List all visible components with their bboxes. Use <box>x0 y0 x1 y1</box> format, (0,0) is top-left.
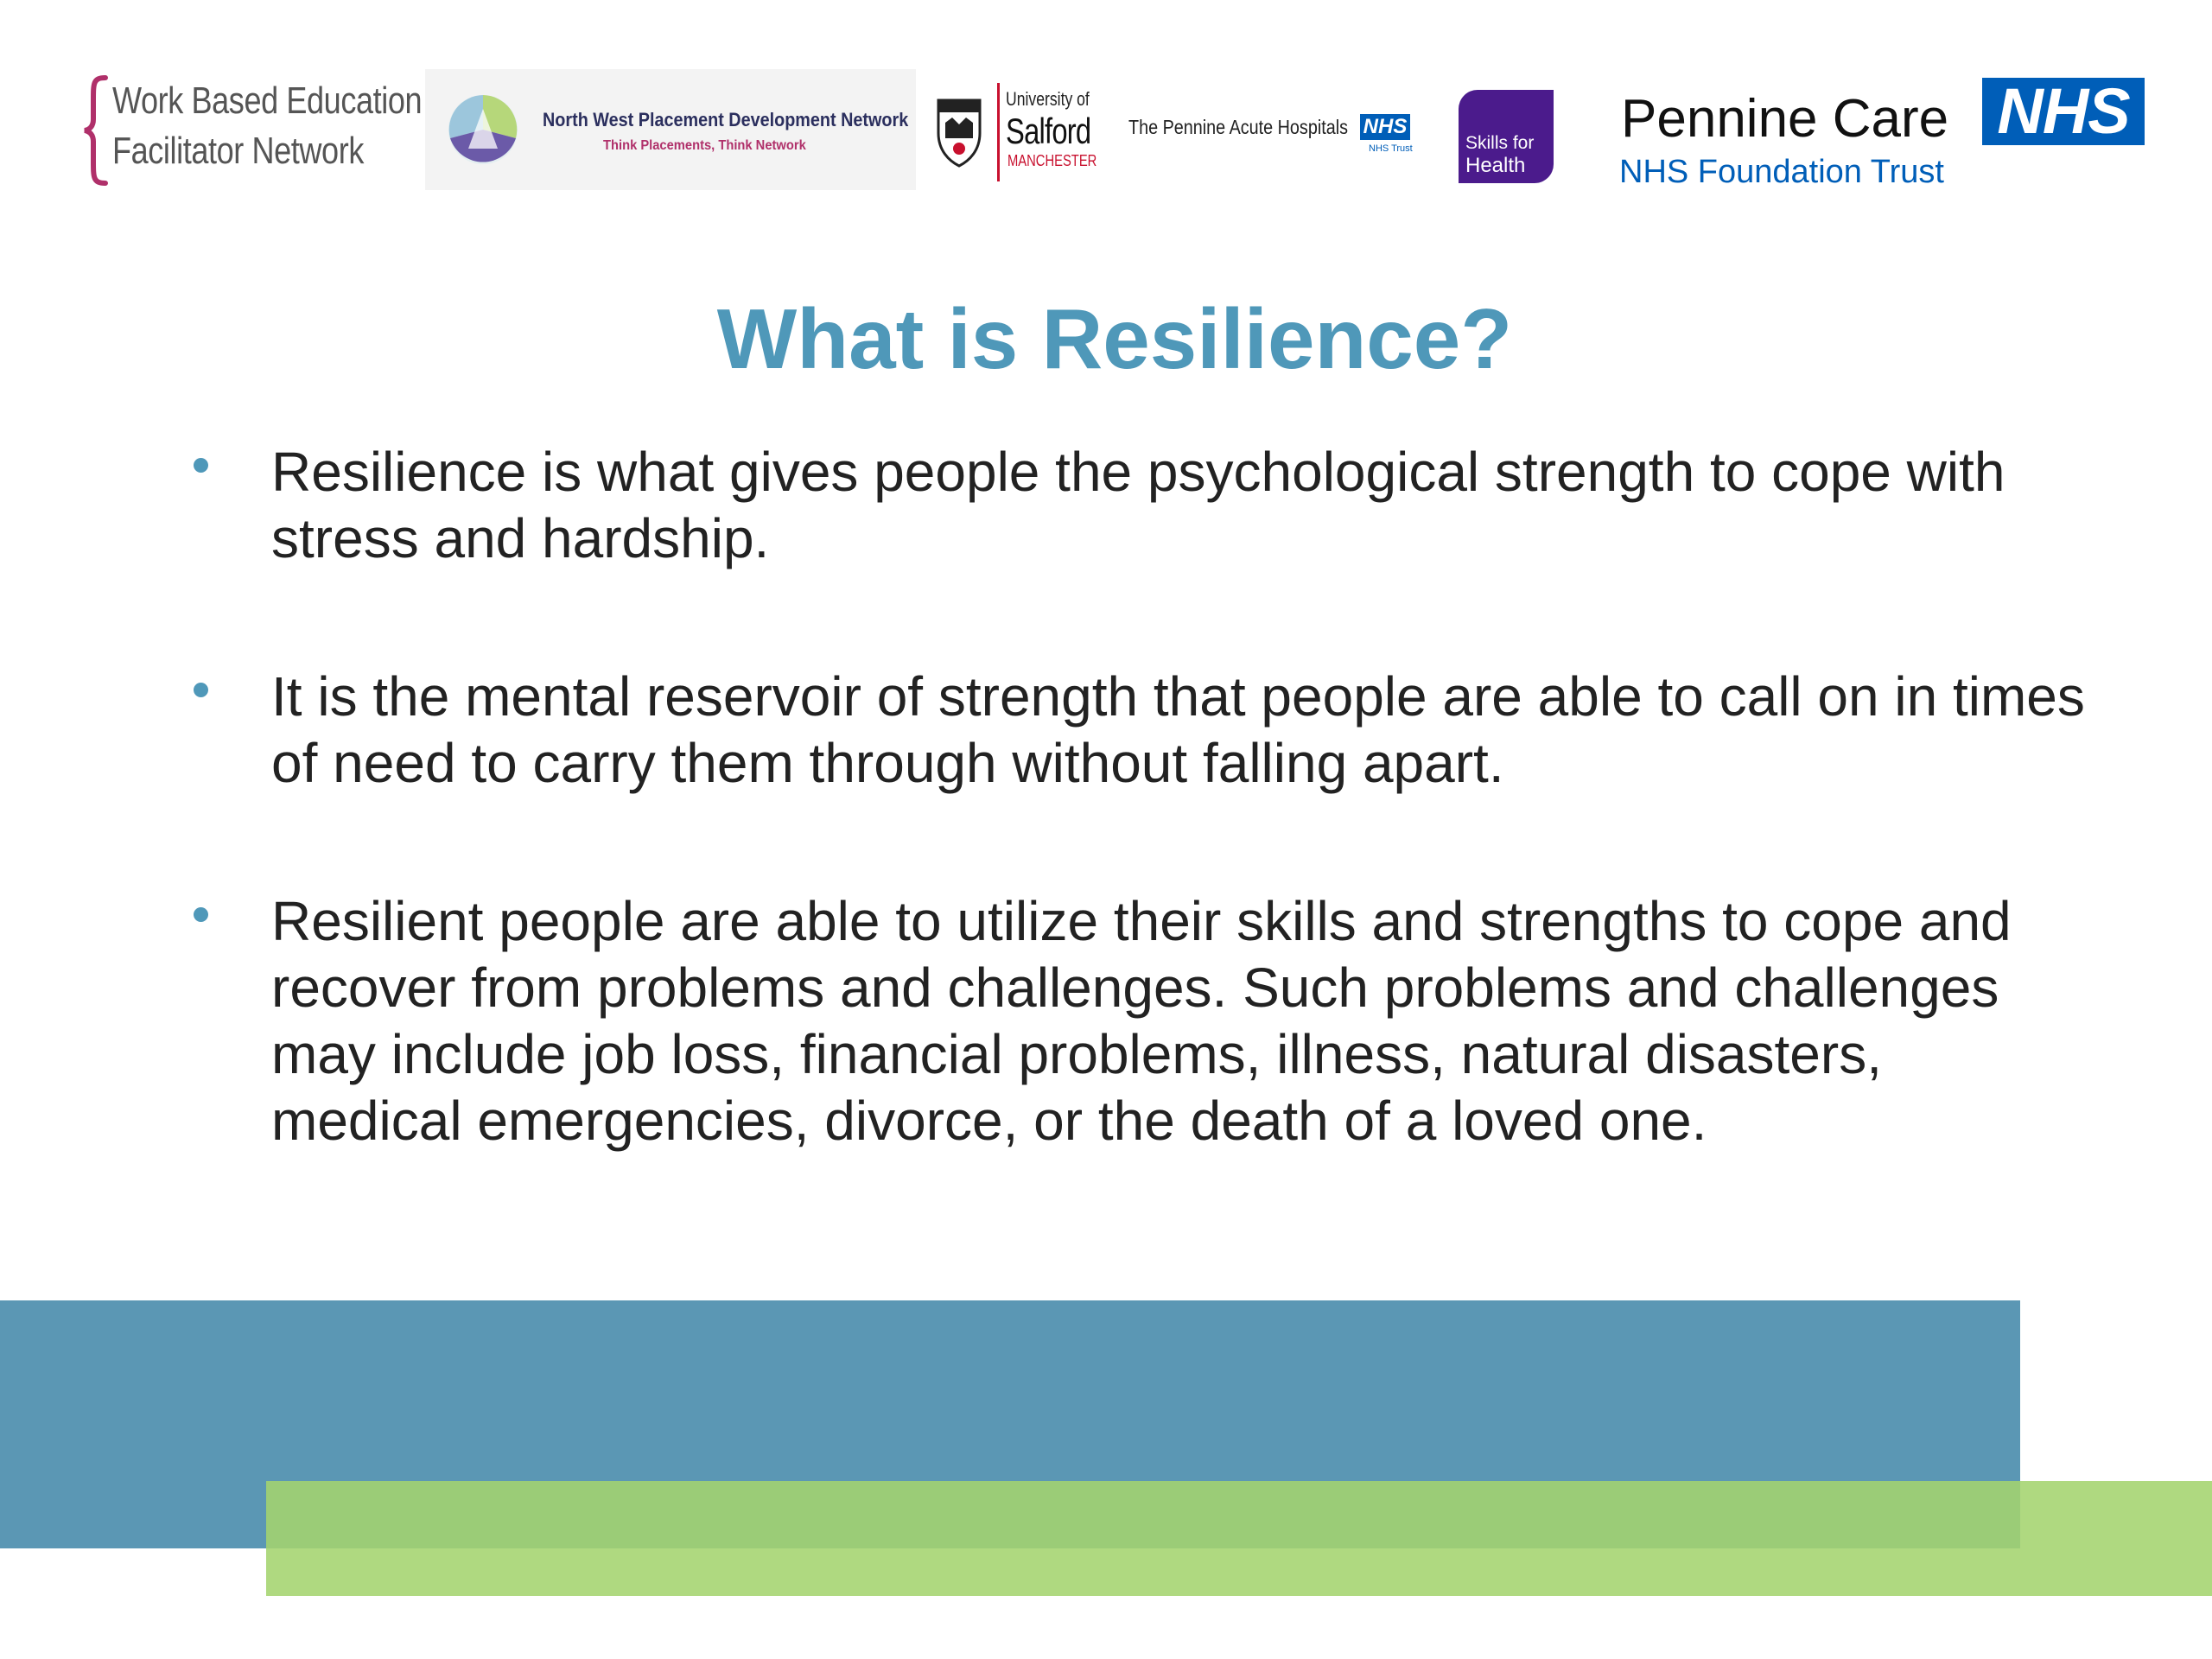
logo-pennine-acute-hospitals <box>1128 111 1414 162</box>
logo-bar <box>0 0 2212 225</box>
curly-brace-icon <box>83 74 109 187</box>
logo-trust-label: NHS Trust <box>1369 143 1413 154</box>
logo-work-based-education-facilitator-network <box>83 74 423 187</box>
logo-city: MANCHESTER <box>1007 152 1097 169</box>
logo-text-line: Health <box>1465 154 1526 177</box>
logo-university-of-salford <box>935 79 1097 183</box>
logo-university-label: University of <box>1006 88 1090 110</box>
logo-pennine-care-nhs <box>1616 74 2152 195</box>
logo-name: Pennine Care <box>1621 89 1949 149</box>
bullet-item <box>185 888 2086 1154</box>
bullet-text: Resilient people are able to utilize their skills and strengths to cope and recover from problems and challenges. Such problems and challenges may include job loss, financial problems, illness, natural disasters, medical emergencies, divorce, or the death of a loved one. <box>271 890 2012 1152</box>
nhs-badge: NHS <box>1360 114 1410 140</box>
logo-divider <box>997 83 1000 181</box>
nhs-badge: NHS <box>1982 78 2145 145</box>
footer-band-green <box>266 1481 2212 1596</box>
logo-text-line: Work Based Education <box>112 79 423 122</box>
slide-title: What is Resilience? <box>716 291 1513 386</box>
bullet-dot-icon <box>194 907 208 922</box>
bullet-dot-icon <box>194 458 208 473</box>
logo-tagline: Think Placements, Think Network <box>603 138 806 153</box>
bullet-dot-icon <box>194 683 208 697</box>
logo-trust-label: NHS Foundation Trust <box>1619 154 1944 190</box>
logo-text-line: Facilitator Network <box>112 130 364 172</box>
bullet-item <box>185 439 2086 572</box>
logo-text-line: Skills for <box>1465 133 1535 153</box>
logo-skills-for-health <box>1459 90 1554 183</box>
logo-title: North West Placement Development Network <box>543 109 909 130</box>
logo-name: Salford <box>1006 111 1091 151</box>
bullet-text: It is the mental reservoir of strength that people are able to call on in times of need to carry them through without falling apart. <box>271 665 2085 794</box>
logo-name: The Pennine Acute Hospitals <box>1128 116 1349 138</box>
network-emblem-icon <box>446 83 520 175</box>
bullet-item <box>185 664 2086 797</box>
bullet-list <box>185 439 2086 1154</box>
bullet-text: Resilience is what gives people the psychological strength to cope with stress and hardship. <box>271 441 2005 569</box>
logo-north-west-placement-network <box>425 69 916 190</box>
crest-icon <box>935 93 983 171</box>
